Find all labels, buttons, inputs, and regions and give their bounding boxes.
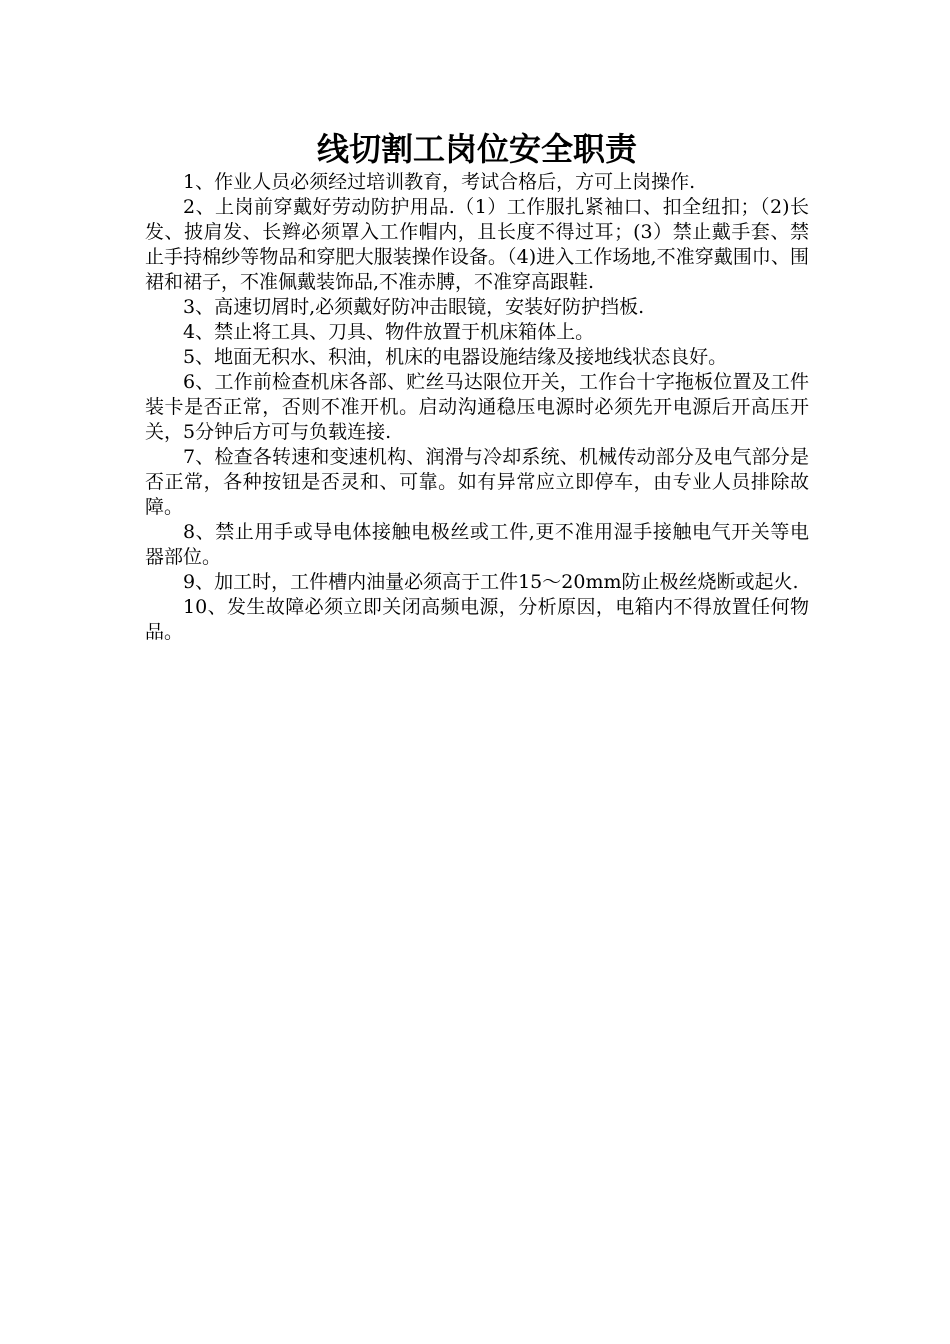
rule-paragraph-5: 5、地面无积水、积油，机床的电器设施结缘及接地线状态良好。	[183, 346, 728, 368]
rule-paragraph-4: 4、禁止将工具、刀具、物件放置于机床箱体上。	[183, 321, 595, 343]
rule-paragraph-10: 10、发生故障必须立即关闭高频电源，分析原因，电箱内不得放置任何物品。	[145, 596, 809, 643]
rule-paragraph-2: 2、上岗前穿戴好劳动防护用品.（1）工作服扎紧袖口、扣全纽扣；（2)长发、披肩发、长辫必须罩入工作帽内，且长度不得过耳；(3）禁止戴手套、禁止手持棉纱等物品和穿肥大服装操作设备。（4)进入工作场地,不准穿戴围巾、围裙和裙子，不准佩戴装饰品,不准赤膊，不准穿高跟鞋.	[145, 196, 809, 293]
rule-paragraph-9: 9、加工时，工件槽内油量必须高于工件15～20mm防止极丝烧断或起火.	[183, 571, 799, 593]
rule-paragraph-7: 7、检查各转速和变速机构、润滑与冷却系统、机械传动部分及电气部分是否正常，各种按钮是否灵和、可靠。如有异常应立即停车，由专业人员排除故障。	[145, 446, 809, 518]
rule-paragraph-8: 8、禁止用手或导电体接触电极丝或工件,更不准用湿手接触电气开关等电器部位。	[145, 521, 809, 568]
document-title: 线切割工岗位安全职责	[316, 130, 637, 168]
rule-paragraph-6: 6、工作前检查机床各部、贮丝马达限位开关，工作台十字拖板位置及工件装卡是否正常，否则不准开机。启动沟通稳压电源时必须先开电源后开高压开关，5分钟后方可与负载连接.	[145, 371, 809, 443]
rule-paragraph-1: 1、作业人员必须经过培训教育，考试合格后，方可上岗操作.	[183, 171, 696, 193]
document-body	[145, 128, 809, 645]
rule-paragraph-3: 3、高速切屑时,必须戴好防冲击眼镜，安装好防护挡板.	[183, 296, 645, 318]
